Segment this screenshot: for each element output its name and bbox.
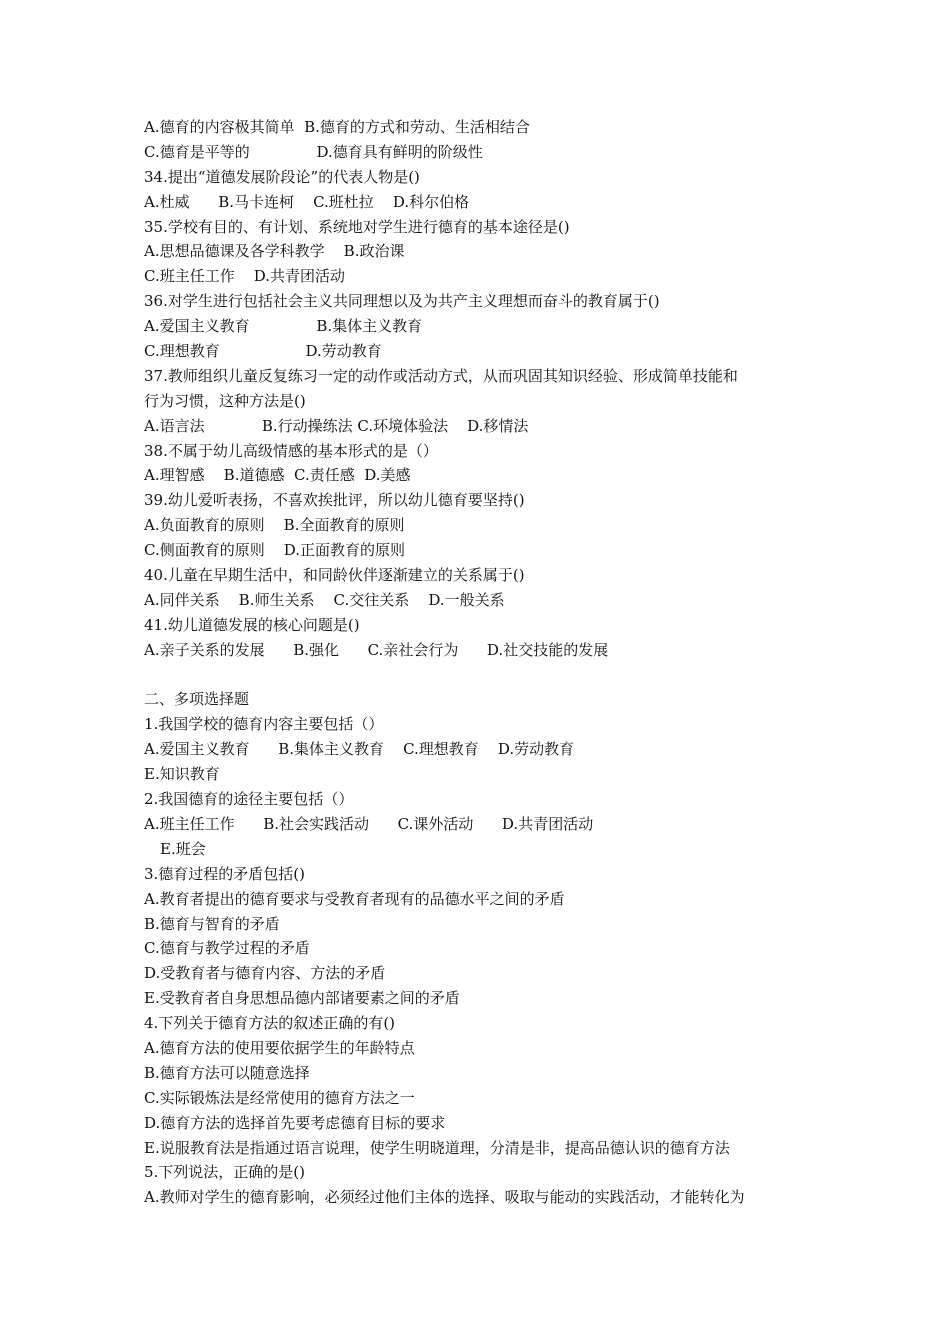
text-line: A.思想品德课及各学科教学 B.政治课: [144, 242, 405, 261]
question-34: 34.提出“道德发展阶段论”的代表人物是(): [144, 167, 420, 186]
text-line: A.杜威 B.马卡连柯 C.班杜拉 D.科尔伯格: [144, 192, 470, 211]
text-line: D.德育方法的选择首先要考虑德育目标的要求: [144, 1113, 446, 1132]
text-line: A.语言法 B.行动操练法 C.环境体验法 D.移情法: [144, 416, 529, 435]
question-m1: 1.我国学校的德育内容主要包括（）: [144, 715, 384, 734]
text-line: E.受教育者自身思想品德内部诸要素之间的矛盾: [144, 989, 460, 1008]
document-page: [144, 115, 824, 1210]
question-m3: 3.德育过程的矛盾包括(): [144, 864, 306, 883]
text-line: A.同伴关系 B.师生关系 C.交往关系 D.一般关系: [144, 590, 505, 609]
question-35: 35.学校有目的、有计划、系统地对学生进行德育的基本途径是(): [144, 217, 570, 236]
text-line: C.德育是平等的 D.德育具有鲜明的阶级性: [144, 142, 483, 161]
question-40: 40.儿童在早期生活中，和同龄伙伴逐渐建立的关系属于(): [144, 566, 525, 585]
question-m5: 5.下列说法，正确的是(): [144, 1163, 306, 1182]
question-37: 37.教师组织儿童反复练习一定的动作或活动方式，从而巩固其知识经验、形成简单技能和: [144, 366, 738, 385]
text-line: A.理智感 B.道德感 C.责任感 D.美感: [144, 466, 411, 485]
question-41: 41.幼儿道德发展的核心问题是(): [144, 615, 360, 634]
text-line: E.知识教育: [144, 765, 220, 784]
text-line: A.班主任工作 B.社会实践活动 C.课外活动 D.共青团活动: [144, 814, 594, 833]
question-m4: 4.下列关于德育方法的叙述正确的有(): [144, 1014, 396, 1033]
question-39: 39.幼儿爱听表扬，不喜欢挨批评，所以幼儿德育要坚持(): [144, 491, 525, 510]
blank-line: [144, 663, 824, 688]
section-heading: 二、多项选择题: [144, 690, 250, 709]
text-line: A.德育方法的使用要依据学生的年龄特点: [144, 1038, 415, 1057]
text-line: A.负面教育的原则 B.全面教育的原则: [144, 516, 405, 535]
text-line: A.教育者提出的德育要求与受教育者现有的品德水平之间的矛盾: [144, 889, 565, 908]
text-line: C.理想教育 D.劳动教育: [144, 342, 382, 361]
text-line: A.教师对学生的德育影响，必须经过他们主体的选择、吸取与能动的实践活动，才能转化为: [144, 1188, 745, 1207]
question-38: 38.不属于幼儿高级情感的基本形式的是（）: [144, 441, 438, 460]
text-line: B.德育与智育的矛盾: [144, 914, 280, 933]
text-line: C.实际锻炼法是经常使用的德育方法之一: [144, 1088, 415, 1107]
text-line: E.班会: [160, 839, 206, 858]
text-line: E.说服教育法是指通过语言说理，使学生明晓道理，分清是非，提高品德认识的德育方法: [144, 1138, 730, 1157]
text-line: A.爱国主义教育 B.集体主义教育 C.理想教育 D.劳动教育: [144, 740, 575, 759]
text-line: A.亲子关系的发展 B.强化 C.亲社会行为 D.社交技能的发展: [144, 640, 609, 659]
text-line: C.侧面教育的原则 D.正面教育的原则: [144, 541, 406, 560]
text-line: A.爱国主义教育 B.集体主义教育: [144, 317, 423, 336]
text-line: B.德育方法可以随意选择: [144, 1063, 310, 1082]
text-line: C.德育与教学过程的矛盾: [144, 939, 310, 958]
question-m2: 2.我国德育的途径主要包括（）: [144, 790, 354, 809]
text-line: A.德育的内容极其简单 B.德育的方式和劳动、生活相结合: [144, 118, 530, 136]
question-36: 36.对学生进行包括社会主义共同理想以及为共产主义理想而奋斗的教育属于(): [144, 292, 660, 311]
text-line: D.受教育者与德育内容、方法的矛盾: [144, 964, 386, 983]
text-line: 行为习惯，这种方法是(): [144, 391, 306, 410]
text-line: C.班主任工作 D.共青团活动: [144, 267, 346, 286]
